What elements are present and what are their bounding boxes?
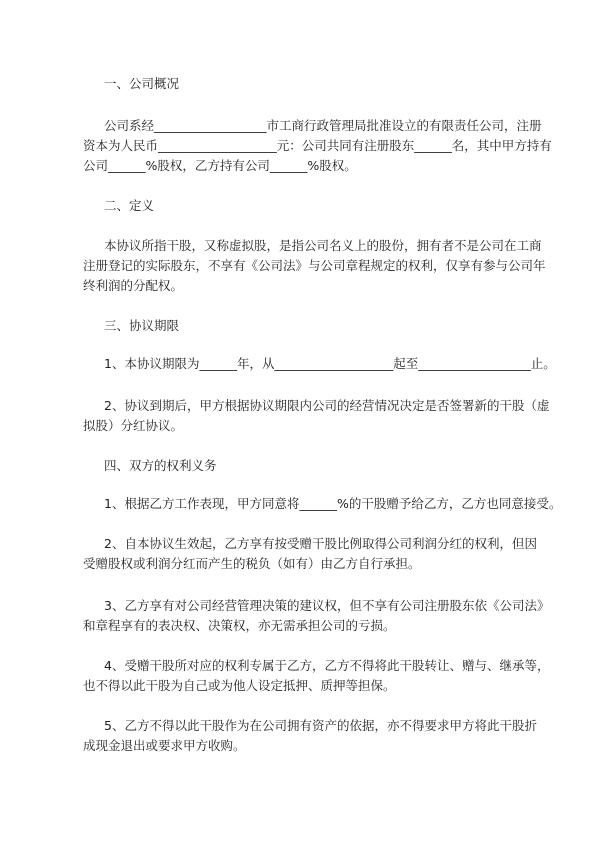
paragraph-line: 3、乙方享有对公司经营管理决策的建议权，但不享有公司注册股东依《公司法》: [104, 598, 550, 613]
paragraph-line: 也不得以此干股为自己或为他人设定抵押、质押等担保。: [83, 678, 396, 693]
section-3-paragraph-1: [83, 354, 556, 374]
paragraph-line: 2、自本协议生效起，乙方享有按受赠干股比例取得公司利润分红的权利，但因: [104, 536, 537, 551]
section-4-paragraph-4: [83, 656, 550, 696]
paragraph-line: 成现金退出或要求甲方收购。: [83, 738, 246, 753]
paragraph-line: 拟股）分红协议。: [83, 418, 184, 433]
section-heading-3: 三、协议期限: [104, 318, 180, 333]
paragraph-line: 1、本协议期限为______年，从___________________起至__________________止。: [104, 356, 556, 371]
paragraph-line: 资本为人民币___________________元：公司共同有注册股东______名，其中甲方持有: [83, 138, 552, 153]
paragraph-line: 公司______%股权，乙方持有公司______%股权。: [83, 158, 357, 173]
section-heading-2: 二、定义: [104, 198, 155, 213]
section-3-paragraph-2: [83, 396, 550, 436]
paragraph-line: 公司系经__________________市工商行政管理局批准设立的有限责任公司，注册: [104, 118, 542, 133]
paragraph-line: 2、协议到期后，甲方根据协议期限内公司的经营情况决定是否签署新的干股（虚: [104, 398, 550, 413]
section-2-paragraph-1: [83, 236, 546, 296]
paragraph-line: 受赠股权或利润分红而产生的税负（如有）由乙方自行承担。: [83, 556, 421, 571]
paragraph-line: 和章程享有的表决权、决策权，亦无需承担公司的亏损。: [83, 618, 396, 633]
paragraph-line: 5、乙方不得以此干股作为在公司拥有资产的依据，亦不得要求甲方将此干股折: [104, 718, 537, 733]
section-heading-4: 四、双方的权利义务: [104, 458, 217, 473]
section-4-paragraph-2: [83, 534, 537, 574]
paragraph-line: 注册登记的实际股东，不享有《公司法》与公司章程规定的权利，仅享有参与公司年: [83, 258, 546, 273]
paragraph-line: 本协议所指干股，又称虚拟股，是指公司名义上的股份，拥有者不是公司在工商: [104, 238, 542, 253]
section-1-paragraph-1: [83, 116, 552, 176]
section-4-paragraph-3: [83, 596, 550, 636]
paragraph-line: 1、根据乙方工作表现，甲方同意将______%的干股赠予给乙方，乙方也同意接受。: [104, 496, 562, 511]
section-heading-1: 一、公司概况: [104, 76, 180, 91]
section-4-paragraph-5: [83, 716, 537, 756]
paragraph-line: 4、受赠干股所对应的权利专属于乙方，乙方不得将此干股转让、赠与、继承等，: [104, 658, 550, 673]
section-4-paragraph-1: [83, 494, 562, 514]
paragraph-line: 终利润的分配权。: [83, 278, 184, 293]
